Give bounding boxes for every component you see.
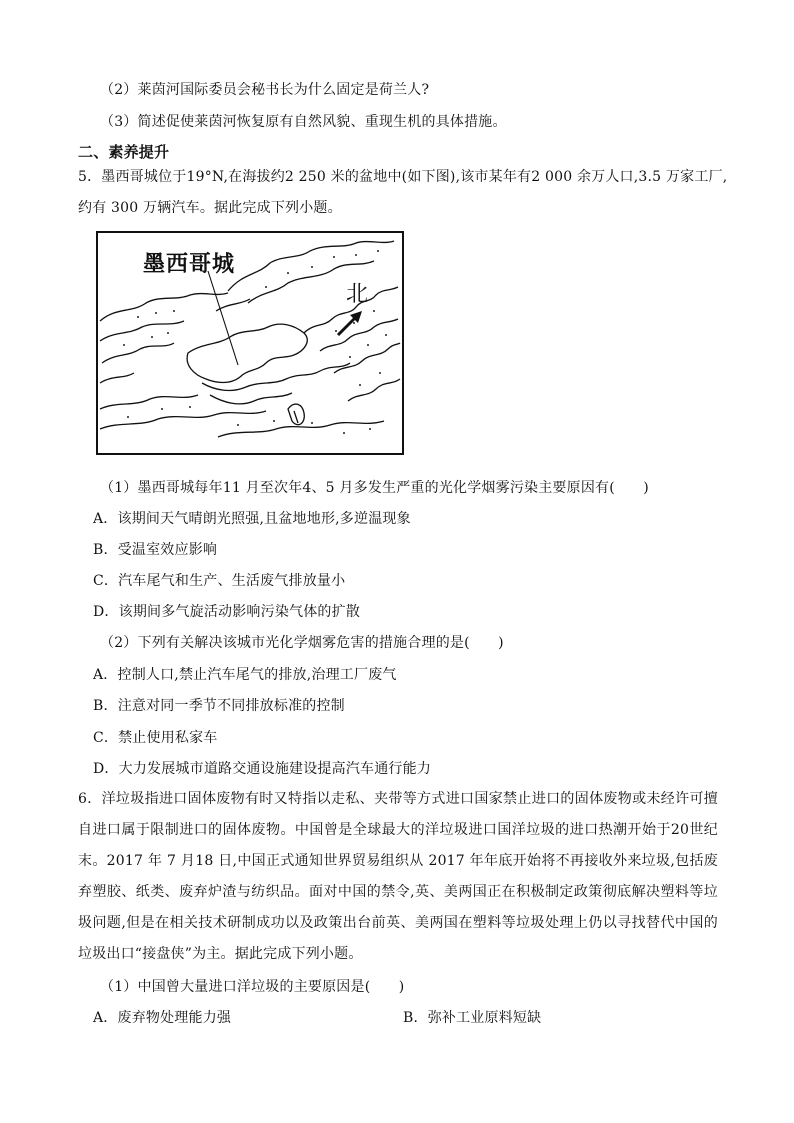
question-6-stem: 6．洋垃圾指进口固体废物有时又特指以走私、夹带等方式进口国家禁止进口的固体废物或未经许可擅自进口属于限制进口的固体废物。中国曾是全球最大的洋垃圾进口国洋垃圾的进口热潮开始于20世纪末。2017 年 7 月18 日,中国正式通知世界贸易组织从 2017 年年底开始将不再接收外来垃圾,包括废弃塑胶、纸类、废弃炉渣与纺织品。面对中国的禁令,英、美两国正在积极制定政策彻底解决塑料等垃圾问题,但是在相关技术研制成功以及政策出台前英、美两国在塑料等垃圾处理上仍以寻找替代中国的垃圾出口“接盘侠”为主。据此完成下列小题。 [78, 791, 718, 962]
section-heading: 二、素养提升 [78, 143, 170, 161]
question-5-1-option-d: D．该期间多气旋活动影响污染气体的扩散 [93, 604, 361, 620]
question-5-2-option-a: A．控制人口,禁止汽车尾气的排放,治理工厂废气 [93, 667, 397, 683]
question-5-1: （1）墨西哥城每年11 月至次年4、5 月多发生严重的光化学烟雾污染主要原因有( ) [100, 480, 649, 496]
question-5-1-option-a: A．该期间天气晴朗光照强,且盆地地形,多逆温现象 [93, 511, 411, 527]
question-6-1-option-a: A．废弃物处理能力强 [93, 1010, 232, 1026]
question-5-2: （2）下列有关解决该城市光化学烟雾危害的措施合理的是( ) [100, 635, 504, 651]
north-arrow-icon [332, 303, 372, 343]
question-5-stem-line1: 5．墨西哥城位于19°N,在海拔约2 250 米的盆地中(如下图),该市某年有2 000 余万人口,3.5 万家工厂, [78, 169, 728, 185]
question-5-1-option-c: C．汽车尾气和生产、生活废气排放量小 [93, 573, 346, 589]
question-6-1: （1）中国曾大量进口洋垃圾的主要原因是( ) [100, 979, 405, 995]
question-5-stem-line2: 约有 300 万辆汽车。据此完成下列小题。 [78, 200, 342, 216]
question-4-3: （3）简述促使莱茵河恢复原有自然风貌、重现生机的具体措施。 [100, 114, 507, 130]
map-city-label: 墨西哥城 [143, 252, 236, 277]
question-6-1-option-b: B．弥补工业原料短缺 [403, 1010, 542, 1026]
map-north-label: 北 [346, 282, 369, 307]
question-5-2-option-c: C．禁止使用私家车 [93, 730, 218, 746]
question-5-2-option-d: D．大力发展城市道路交通设施建设提高汽车通行能力 [93, 761, 432, 777]
question-4-2: （2）莱茵河国际委员会秘书长为什么固定是荷兰人? [100, 82, 430, 98]
question-5-1-option-b: B．受温室效应影响 [93, 542, 218, 558]
mexico-city-basin-map [96, 231, 404, 455]
question-5-2-option-b: B．注意对同一季节不同排放标准的控制 [93, 698, 345, 714]
